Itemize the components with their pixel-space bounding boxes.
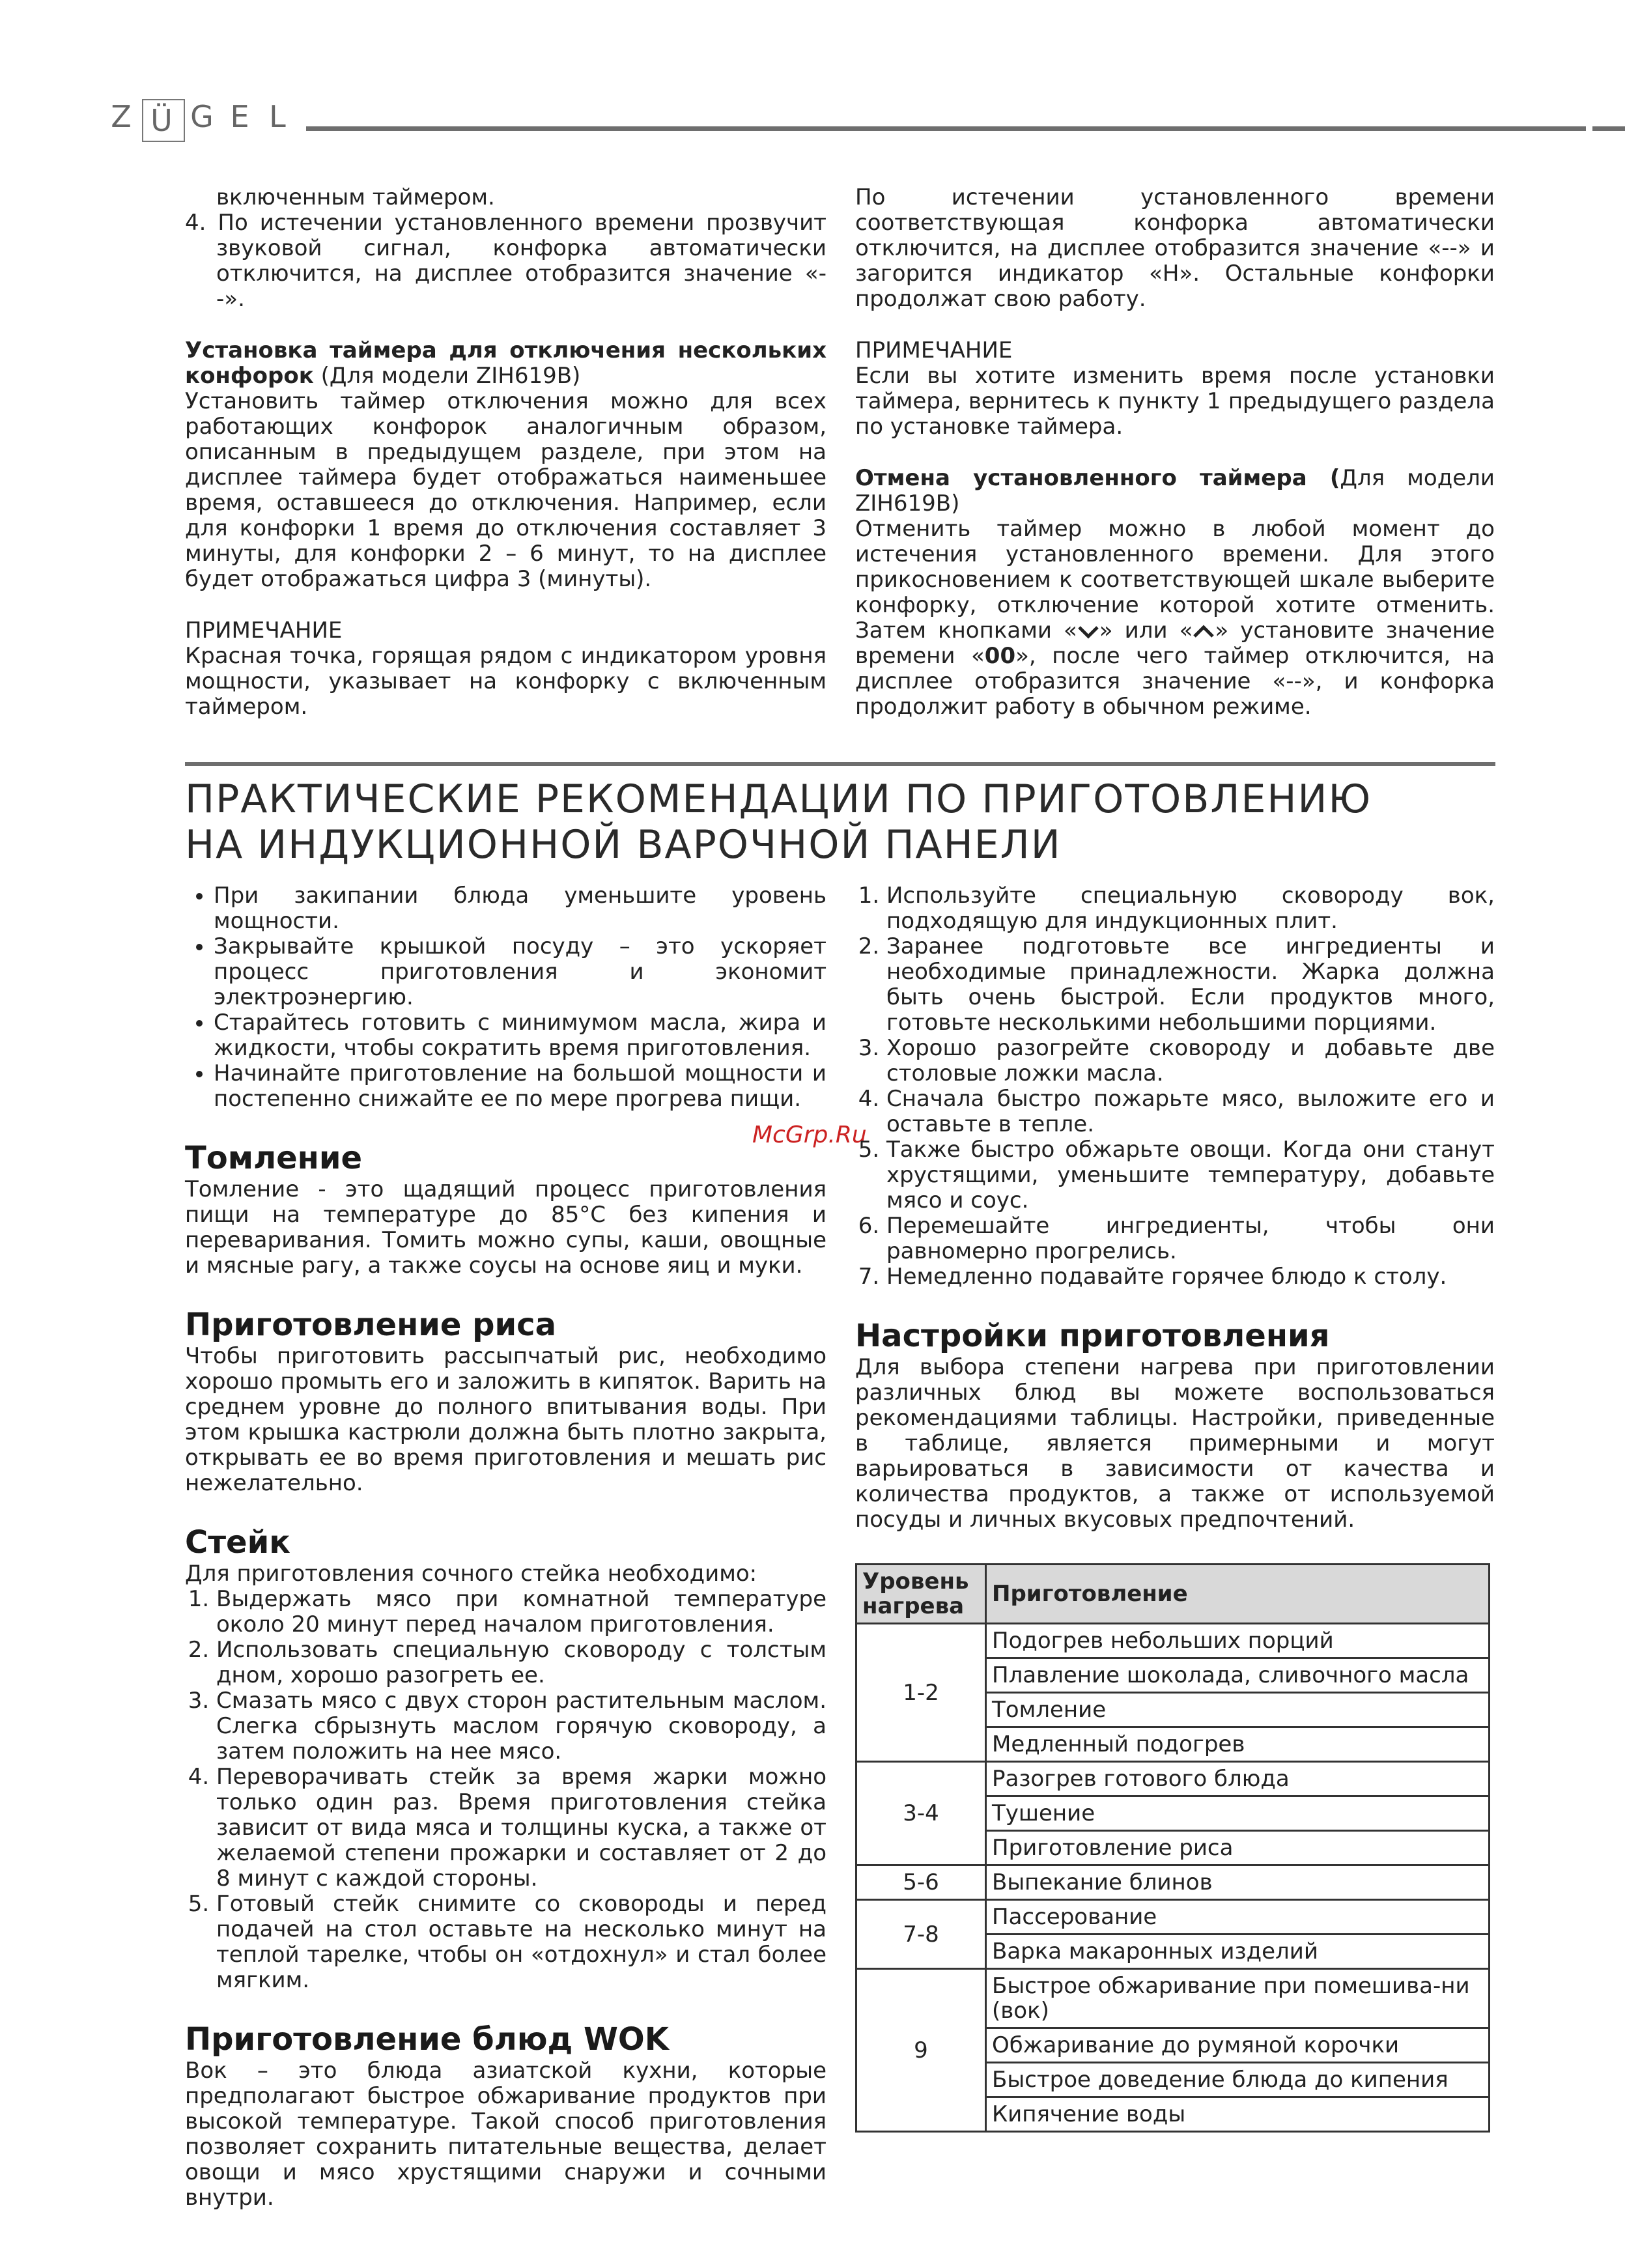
cooking-cell: Быстрое доведение блюда до кипения <box>986 2063 1490 2097</box>
chevron-up-icon <box>1193 624 1215 640</box>
logo-letter: E <box>230 99 253 134</box>
multi-timer-body: Установить таймер отключения можно для всех работающих конфорок аналогичным образом, описанным в предыдущем разделе, при этом на дисплее таймера будет отображаться наименьшее время, оставшееся до отключения. Например, если для конфорки 1 время до отключения составляет 3 минуты, для конфорки 2 – 6 минут, то на дисплее будет отображаться цифра 3 (минуты). <box>185 388 827 592</box>
cooking-cell: Кипячение воды <box>986 2097 1490 2132</box>
cancel-timer-heading <box>855 466 1495 517</box>
left-top-column <box>185 185 827 720</box>
heat-table-body <box>856 1624 1490 2132</box>
tip-item: • Начинайте приготовление на большой мощности и постепенно снижайте ее по мере прогрева пищи. <box>214 1061 827 1112</box>
table-row <box>856 1900 1490 1935</box>
note-title: ПРИМЕЧАНИЕ <box>185 617 343 644</box>
cooking-cell: Томление <box>986 1693 1490 1727</box>
cancel-text-c: » установите значение времени « <box>855 617 1495 669</box>
watermark: McGrp.Ru <box>752 1122 867 1148</box>
cooking-cell: Разогрев готового блюда <box>986 1762 1490 1796</box>
cooking-cell: Приготовление риса <box>986 1831 1490 1865</box>
auto-off-paragraph: По истечении установленного времени соответствующая конфорка автоматически отключится, на дисплее отобразится значение «--» и загорится индикатор «H». Остальные конфорки продолжат свою работу. <box>855 184 1495 312</box>
multi-timer-model: (Для модели ZIH619B) <box>313 363 581 389</box>
heat-level-cell: 1-2 <box>856 1624 986 1762</box>
right-top-column <box>855 185 1495 720</box>
cancel-text-b: » или « <box>1099 617 1193 644</box>
right-bottom-column <box>855 883 1495 1533</box>
cancel-timer-body <box>855 517 1495 720</box>
cancel-text-d: », после чего таймер отключится, на дисплее отобразится значение «--», и конфорка продолжит работу в обычном режиме. <box>855 643 1495 720</box>
table-row <box>856 1762 1490 1796</box>
cancel-zero-value: 00 <box>984 643 1016 669</box>
wok-step: 6. Перемешайте ингредиенты, чтобы они равномерно прогрелись. <box>886 1213 1495 1264</box>
wok-title: Приготовление блюд WOK <box>185 2021 669 2058</box>
settings-body: Для выбора степени нагрева при приготовлении различных блюд вы можете воспользоваться рекомендациями таблицы. Настройки, приведенные в таблице, является примерными и могут варьироваться в зависимости от качества и количества продуктов, а также от используемой посуды и личных вкусовых предпочтений. <box>855 1354 1495 1533</box>
heat-level-cell: 7-8 <box>856 1900 986 1969</box>
steak-step: 3. Смазать мясо с двух сторон растительным маслом. Слегка сбрызнуть маслом горячую сковороду, а затем положить на нее мясо. <box>216 1688 827 1765</box>
logo-letter: L <box>269 99 290 134</box>
cooking-cell: Тушение <box>986 1796 1490 1831</box>
cooking-cell: Выпекание блинов <box>986 1865 1490 1900</box>
heat-table-container <box>855 1563 1490 2133</box>
wok-step: 4. Сначала быстро пожарьте мясо, выложите его и оставьте в тепле. <box>886 1086 1495 1137</box>
settings-title: Настройки приготовления <box>855 1318 1330 1354</box>
wok-step: 3. Хорошо разогрейте сковороду и добавьте две столовые ложки масла. <box>886 1036 1495 1086</box>
wok-step: 7. Немедленно подавайте горячее блюдо к столу. <box>886 1264 1495 1290</box>
rice-title: Приготовление риса <box>185 1307 556 1343</box>
wok-step: 1. Используйте специальную сковороду вок, подходящую для индукционных плит. <box>886 883 1495 934</box>
steak-intro: Для приготовления сочного стейка необходимо: <box>185 1561 757 1587</box>
left-bottom-column <box>185 883 827 2211</box>
cancel-timer-title: Отмена установленного таймера ( <box>855 465 1340 491</box>
heat-table <box>855 1563 1490 2133</box>
heat-level-cell: 9 <box>856 1969 986 2132</box>
table-row <box>856 1865 1490 1900</box>
cancel-text-a: Отменить таймер можно в любой момент до истечения установленного времени. Для этого прикосновением к соответствующей шкале выберите конфорку, отключение которой хотите отменить. Затем кнопками « <box>855 516 1495 644</box>
tips-list <box>185 883 827 1112</box>
steak-step: 4. Переворачивать стейк за время жарки можно только один раз. Время приготовления стейка зависит от вида мяса и толщины куска, а также от желаемой степени прожарки и составляет от 2 до 8 минут с каждой стороны. <box>216 1765 827 1892</box>
tomlenie-body: Томление - это щадящий процесс приготовления пищи на температуре до 85°C без кипения и переваривания. Томить можно супы, каши, овощные и мясные рагу, а также соусы на основе яиц и муки. <box>185 1176 827 1279</box>
header-cooking: Приготовление <box>986 1565 1490 1624</box>
logo-letter: G <box>190 99 218 134</box>
cooking-cell: Варка макаронных изделий <box>986 1935 1490 1969</box>
wok-step: 2. Заранее подготовьте все ингредиенты и необходимые принадлежности. Жарка должна быть очень быстрой. Если продуктов много, готовьте несколькими небольшими порциями. <box>886 934 1495 1036</box>
cooking-cell: Подогрев небольших порций <box>986 1624 1490 1658</box>
timer-step-4: 4. По истечении установленного времени прозвучит звуковой сигнал, конфорка автоматически отключится, на дисплее отобразится значение «--». <box>185 210 827 312</box>
logo-letter-boxed: Ü <box>142 99 185 142</box>
section-divider <box>185 762 1495 766</box>
table-row <box>856 1969 1490 2028</box>
steak-step: 1. Выдержать мясо при комнатной температуре около 20 минут перед началом приготовления. <box>216 1587 827 1637</box>
continued-line: включенным таймером. <box>216 184 495 210</box>
tip-item: • Закрывайте крышкой посуду – это ускоряет процесс приготовления и экономит электроэнергию. <box>214 934 827 1010</box>
main-title-line-1: ПРАКТИЧЕСКИЕ РЕКОМЕНДАЦИИ ПО ПРИГОТОВЛЕНИЮ <box>185 776 1372 822</box>
rice-body: Чтобы приготовить рассыпчатый рис, необходимо хорошо промыть его и заложить в кипяток. Варить на среднем уровне до полного впитывания воды. При этом крышка кастрюли должна быть плотно закрыта, открывать ее во время приготовления и мешать рис нежелательно. <box>185 1343 827 1496</box>
note-body: Красная точка, горящая рядом с индикатором уровня мощности, указывает на конфорку с включенным таймером. <box>185 643 827 720</box>
main-title-line-2: НА ИНДУКЦИОННОЙ ВАРОЧНОЙ ПАНЕЛИ <box>185 822 1062 868</box>
logo-letter: Z <box>111 99 135 134</box>
tip-item: • При закипании блюда уменьшите уровень мощности. <box>214 883 827 934</box>
wok-step: 5. Также быстро обжарьте овощи. Когда они станут хрустящими, уменьшите температуру, добавьте мясо и соус. <box>886 1137 1495 1213</box>
cooking-cell: Быстрое обжаривание при помешива-ни (вок) <box>986 1969 1490 2028</box>
steak-step: 5. Готовый стейк снимите со сковороды и перед подачей на стол оставьте на несколько минут на теплой тарелке, чтобы он «отдохнул» и стал более мягким. <box>216 1892 827 1993</box>
header-rule-end <box>1592 126 1625 131</box>
table-row <box>856 1624 1490 1658</box>
cooking-cell: Пассерование <box>986 1900 1490 1935</box>
main-title <box>185 776 1495 868</box>
page-header <box>104 98 1625 143</box>
wok-body: Вок – это блюда азиатской кухни, которые предполагают быстрое обжаривание продуктов при высокой температуре. Такой способ приготовления позволяет сохранить питательные вещества, делает овощи и мясо хрустящими снаружи и сочными внутри. <box>185 2058 827 2211</box>
tip-item: • Старайтесь готовить с минимумом масла, жира и жидкости, чтобы сократить время приготовления. <box>214 1010 827 1061</box>
header-rule <box>306 126 1586 131</box>
cooking-cell: Плавление шоколада, сливочного масла <box>986 1658 1490 1693</box>
cooking-cell: Обжаривание до румяной корочки <box>986 2028 1490 2063</box>
cancel-timer-model: Для модели ZIH619B) <box>855 465 1495 517</box>
note-body: Если вы хотите изменить время после установки таймера, вернитесь к пункту 1 предыдущего раздела по установке таймера. <box>855 363 1495 440</box>
tomlenie-title: Томление <box>185 1140 363 1176</box>
header-level: Уровень нагрева <box>856 1565 986 1624</box>
brand-logo <box>104 99 298 142</box>
multi-timer-heading <box>185 338 827 389</box>
steak-steps <box>185 1587 827 1993</box>
chevron-down-icon <box>1077 624 1099 640</box>
steak-title: Стейк <box>185 1524 290 1561</box>
heat-level-cell: 3-4 <box>856 1762 986 1865</box>
wok-steps <box>855 883 1495 1290</box>
table-header-row <box>856 1565 1490 1624</box>
cooking-cell: Медленный подогрев <box>986 1727 1490 1762</box>
heat-level-cell: 5-6 <box>856 1865 986 1900</box>
multi-timer-title: Установка таймера для отключения нескольких конфорок <box>185 337 827 389</box>
note-title: ПРИМЕЧАНИЕ <box>855 337 1013 363</box>
steak-step: 2. Использовать специальную сковороду с толстым дном, хорошо разогреть ее. <box>216 1637 827 1688</box>
